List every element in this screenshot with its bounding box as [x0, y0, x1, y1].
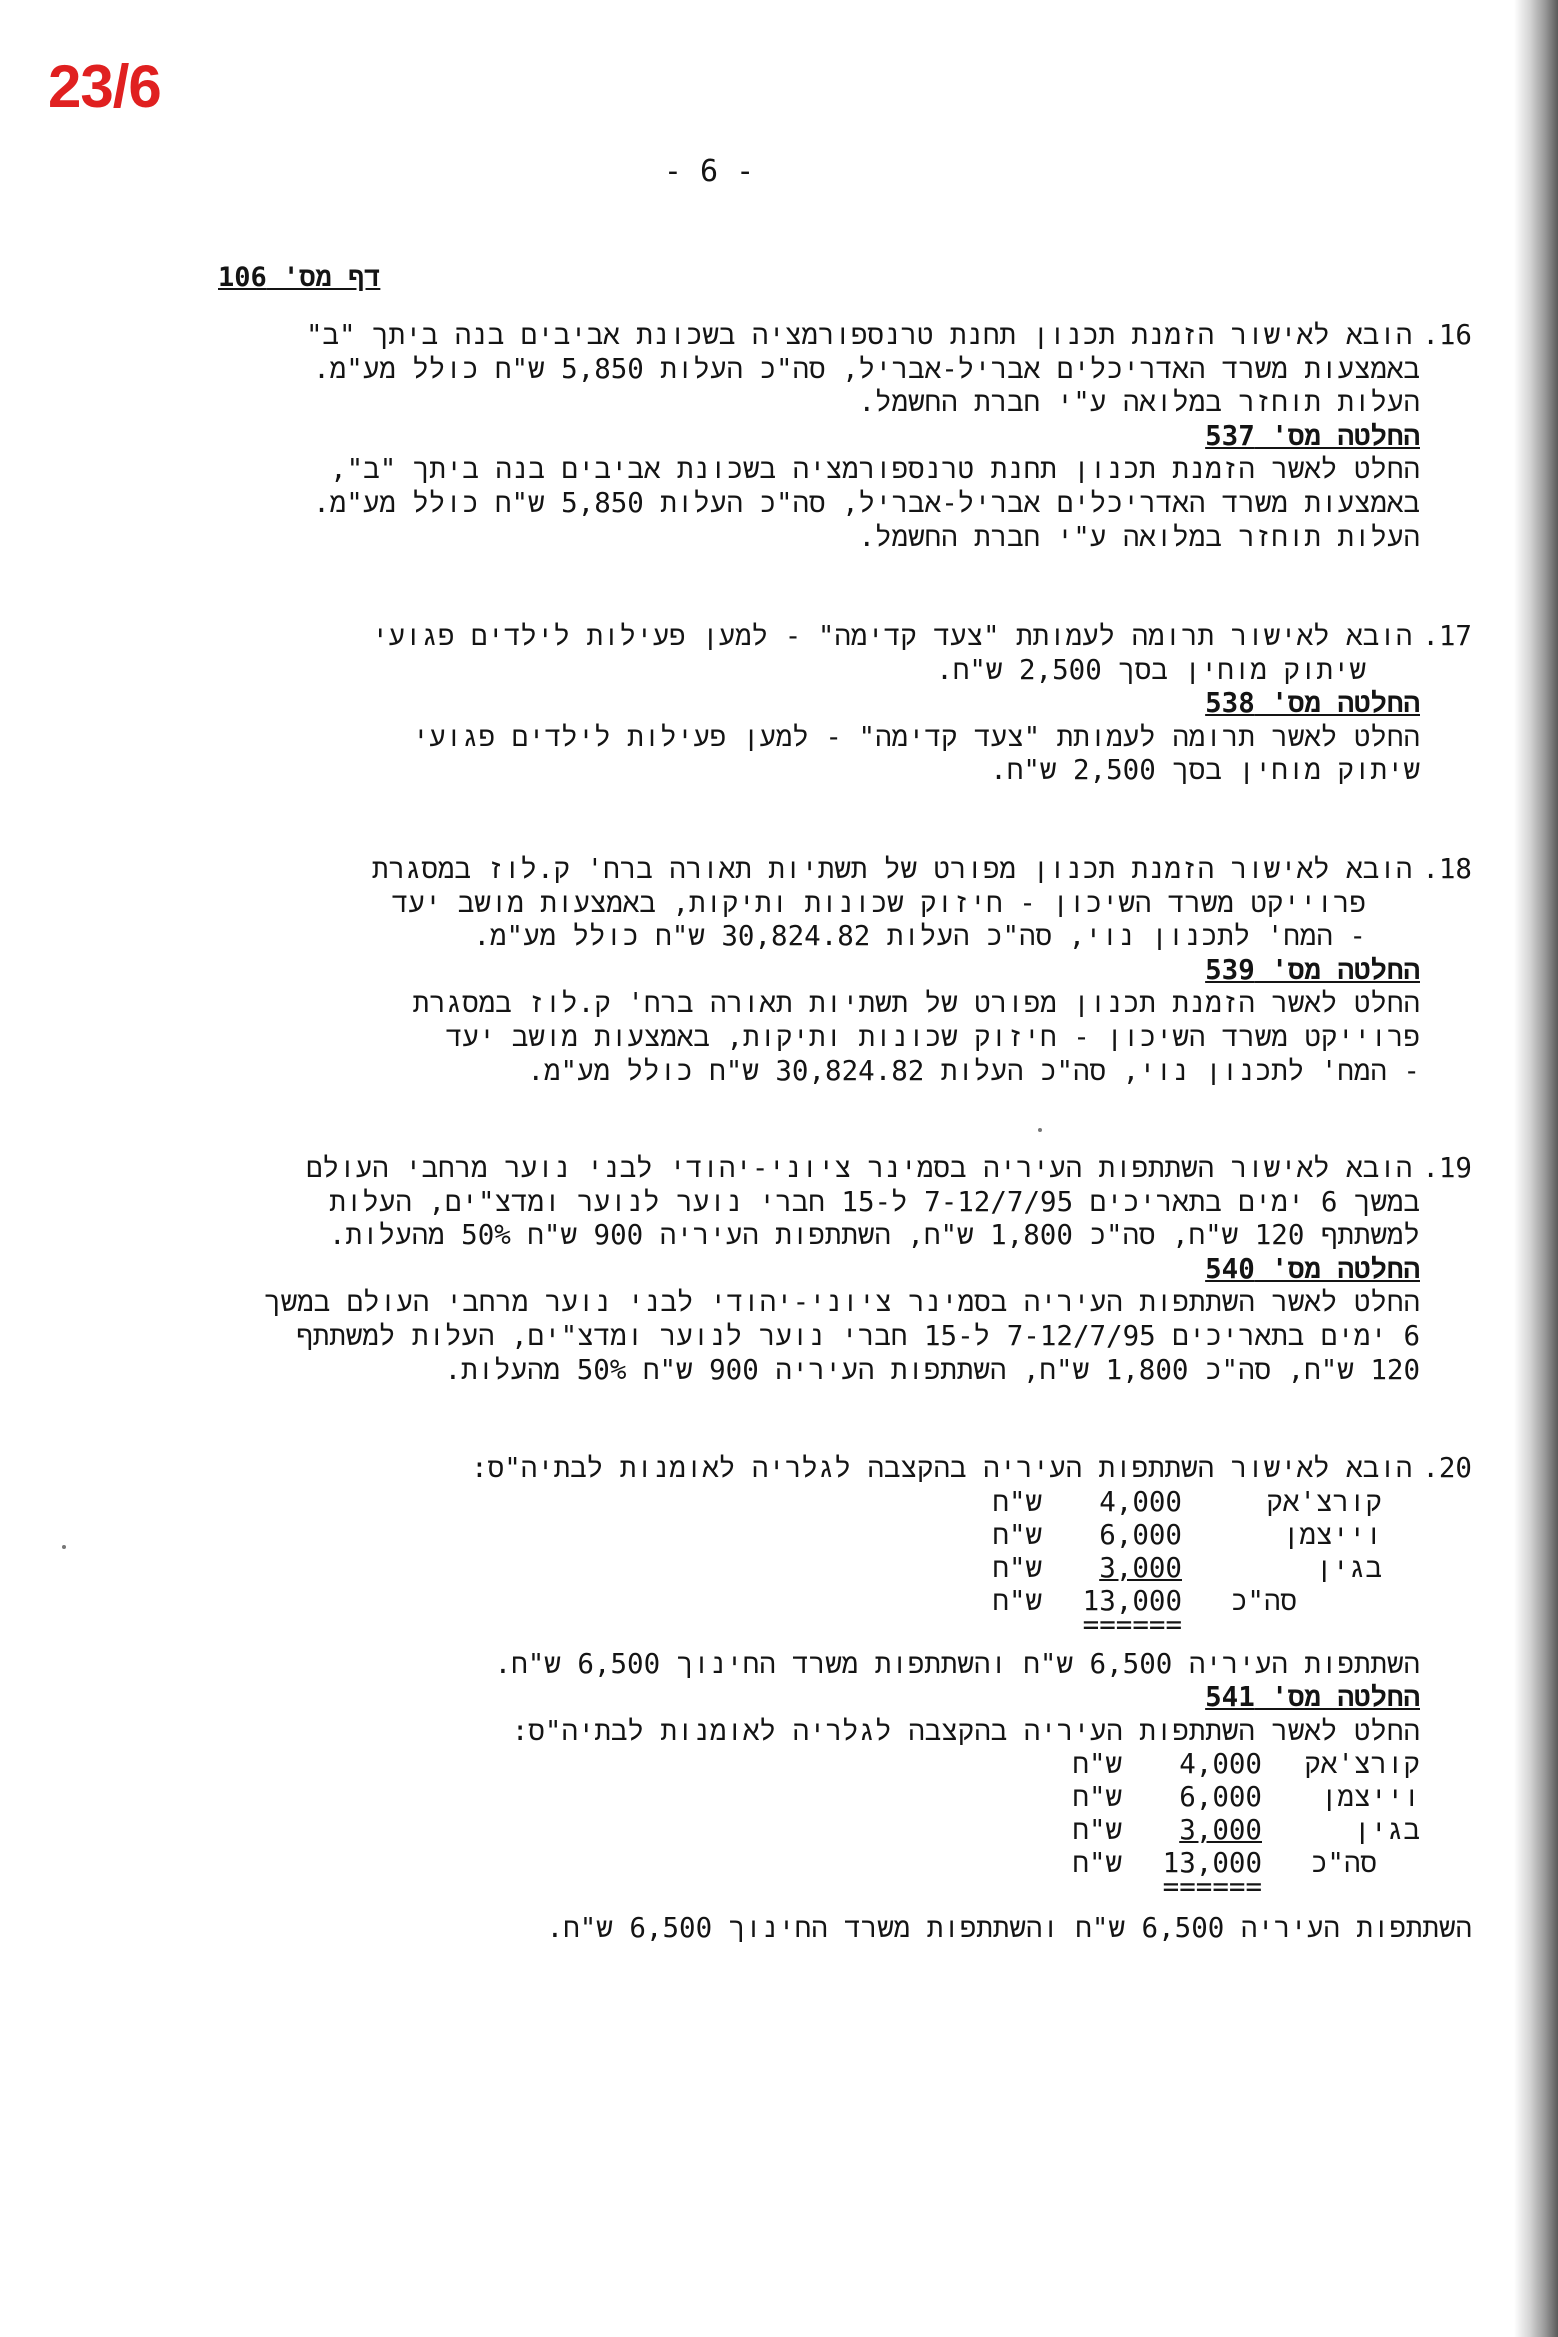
decision-line: החלט לאשר השתתפות העיריה בסמינר ציוני-יהודי לבני נוער מרחבי העולם במשך: [264, 1286, 1420, 1319]
decision-title: החלטה מס' 539: [1205, 953, 1420, 986]
decision-line: החלט לאשר הזמנת תכנון מפורט של תשתיות תאורה ברח' ק.לוז במסגרת: [412, 987, 1420, 1020]
decision-title: החלטה מס' 541: [1205, 1681, 1420, 1714]
decision-title: החלטה מס' 540: [1205, 1252, 1420, 1285]
decision-line: - המח' לתכנון נוי, סה"כ העלות 30,824.82 ש"ח כולל מע"מ.: [527, 1054, 1420, 1087]
amount-row: וייצמן 6,000 ש"ח: [1072, 1781, 1420, 1814]
decision-line: באמצעות משרד האדריכלים אבריל-אבריל, סה"כ העלות 5,850 ש"ח כולל מע"מ.: [313, 486, 1420, 519]
item-line: 19.הובא לאישור השתתפות העיריה בסמינר ציוני-יהודי לבני נוער מרחבי העולם: [306, 1152, 1472, 1184]
decision-line: 120 ש"ח, סה"כ 1,800 ש"ח, השתתפות העיריה 900 ש"ח 50% מהעלות.: [444, 1353, 1420, 1386]
page-reference: דף מס' 106: [218, 262, 381, 293]
item-16: [50, 319, 1472, 554]
decision-summary: השתתפות העיריה 6,500 ש"ח והשתתפות משרד החינוך 6,500 ש"ח.: [546, 1912, 1472, 1945]
amount-row: קורצ'אק 4,000 ש"ח: [1072, 1748, 1420, 1781]
amount-row-total: סה"כ 13,000 ש"ח: [992, 1584, 1297, 1617]
page-number: - 6 -: [663, 154, 755, 189]
item-summary: השתתפות העיריה 6,500 ש"ח והשתתפות משרד החינוך 6,500 ש"ח.: [494, 1647, 1420, 1680]
item-line: 18.הובא לאישור הזמנת תכנון מפורט של תשתיות תאורה ברח' ק.לוז במסגרת: [371, 853, 1472, 885]
item-line: - המח' לתכנון נוי, סה"כ העלות 30,824.82 ש"ח כולל מע"מ.: [473, 920, 1366, 953]
page-stamp: 23/6: [48, 53, 161, 120]
double-underline: ======: [1162, 1871, 1262, 1904]
decision-line: שיתוק מוחין בסך 2,500 ש"ח.: [990, 754, 1420, 787]
item-line: 20.הובא לאישור השתתפות העיריה בהקצבה לגלריה לאומנות לבתיה"ס:: [471, 1452, 1472, 1484]
item-line: פרוייקט משרד השיכון - חיזוק שכונות ותיקות, באמצעות מושב יעד: [391, 886, 1366, 919]
decision-line: החלט לאשר תרומה לעמותת "צעד קדימה" - למען פעילות לילדים פגועי: [412, 720, 1420, 753]
item-line: באמצעות משרד האדריכלים אבריל-אבריל, סה"כ העלות 5,850 ש"ח כולל מע"מ.: [313, 352, 1420, 385]
decision-line: 6 ימים בתאריכים 7-12/7/95 ל-15 חברי נוער לנוער ומדצ"ים, העלות למשתתף: [296, 1319, 1420, 1352]
amount-row-total: סה"כ 13,000 ש"ח: [1072, 1847, 1377, 1880]
double-underline: ======: [1082, 1608, 1182, 1641]
item-line: 17.הובא לאישור תרומה לעמותת "צעד קדימה" - למען פעילות לילדים פגועי: [371, 620, 1472, 652]
amount-row: קורצ'אק 4,000 ש"ח: [992, 1485, 1382, 1518]
decision-amounts-table: [50, 1748, 1472, 1906]
item-20: [50, 1452, 1472, 1946]
decision-line: העלות תוחזר במלואה ע"י חברת החשמל.: [858, 520, 1420, 553]
amount-row: וייצמן 6,000 ש"ח: [992, 1518, 1382, 1551]
amount-row: בגין 3,000 ש"ח: [992, 1551, 1382, 1584]
item-line: שיתוק מוחין בסך 2,500 ש"ח.: [936, 653, 1366, 686]
book-spine-shadow: [1514, 0, 1558, 2337]
item-line: למשתתף 120 ש"ח, סה"כ 1,800 ש"ח, השתתפות העיריה 900 ש"ח 50% מהעלות.: [329, 1219, 1420, 1252]
decision-title: החלטה מס' 538: [1205, 687, 1420, 720]
item-17: [50, 620, 1472, 788]
item-line: 16.הובא לאישור הזמנת תכנון תחנת טרנספורמציה בשכונת אביבים בנה ביתך "ב": [305, 319, 1472, 351]
item-line: העלות תוחזר במלואה ע"י חברת החשמל.: [858, 386, 1420, 419]
decision-line: החלט לאשר השתתפות העיריה בהקצבה לגלריה לאומנות לבתיה"ס:: [511, 1714, 1420, 1747]
speck: [1038, 1128, 1042, 1132]
item-18: [50, 853, 1472, 1088]
decision-line: החלט לאשר הזמנת תכנון תחנת טרנספורמציה בשכונת אביבים בנה ביתך "ב",: [330, 453, 1420, 486]
amount-row: בגין 3,000 ש"ח: [1072, 1814, 1420, 1847]
item-19: [50, 1152, 1472, 1387]
decision-title: החלטה מס' 537: [1205, 419, 1420, 452]
decision-line: פרוייקט משרד השיכון - חיזוק שכונות ותיקות, באמצעות מושב יעד: [445, 1020, 1420, 1053]
amounts-table: [50, 1486, 1472, 1646]
item-line: במשך 6 ימים בתאריכים 7-12/7/95 ל-15 חברי נוער לנוער ומדצ"ים, העלות: [329, 1185, 1420, 1218]
